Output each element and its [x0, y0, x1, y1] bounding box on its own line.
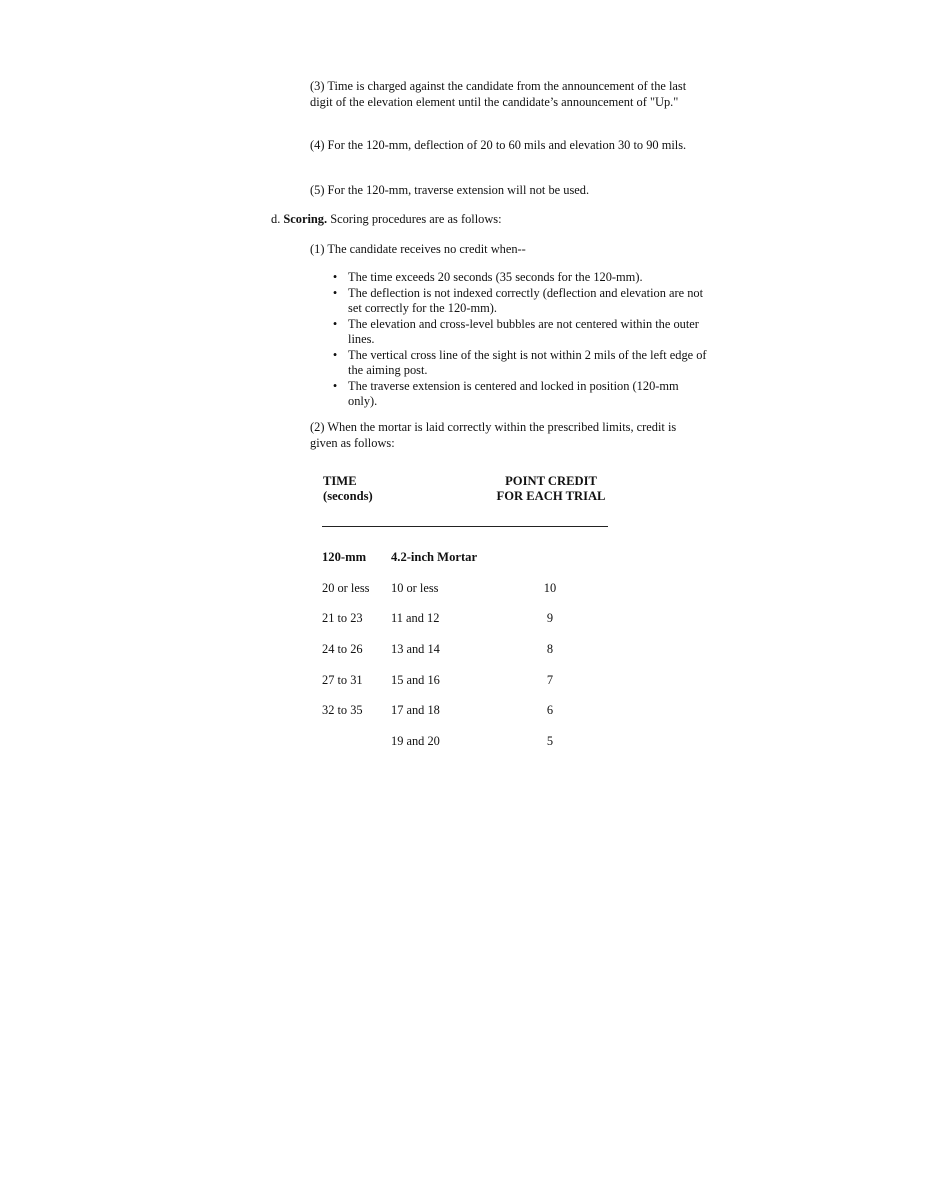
section-d-scoring — [271, 212, 502, 228]
table-row — [0, 642, 926, 658]
header-credit-line2: FOR EACH TRIAL — [496, 489, 606, 503]
list-item — [328, 379, 708, 410]
subheader-4-2-inch-mortar: 4.2-inch Mortar — [391, 550, 478, 564]
cell-credit: 7 — [546, 673, 554, 687]
criteria-1: (1) The candidate receives no credit when-- — [310, 242, 526, 256]
paragraph-4: (4) For the 120-mm, deflection of 20 to 60 mils and elevation 30 to 90 mils. — [310, 138, 687, 152]
header-credit-line1: POINT CREDIT — [505, 474, 597, 488]
criteria-2: (2) When the mortar is laid correctly within the prescribed limits, credit is given as follows: — [310, 420, 677, 450]
list-item — [328, 286, 708, 317]
section-d-prefix: d. — [271, 212, 284, 226]
header-time-line2: (seconds) — [323, 489, 373, 503]
header-time — [323, 474, 373, 504]
list-item-text: The vertical cross line of the sight is not within 2 mils of the left edge of the aiming post. — [348, 347, 707, 377]
cell-4-2-inch: 11 and 12 — [391, 611, 440, 625]
bullet-icon: • — [332, 347, 338, 362]
cell-4-2-inch: 13 and 14 — [391, 642, 440, 656]
cell-4-2-inch: 17 and 18 — [391, 703, 440, 717]
list-item-text: The elevation and cross-level bubbles are not centered within the outer lines. — [348, 316, 699, 346]
list-item-text: The time exceeds 20 seconds (35 seconds for the 120-mm). — [348, 270, 643, 284]
table-row — [0, 673, 926, 689]
table-divider — [322, 526, 608, 527]
cell-credit: 8 — [546, 642, 554, 656]
bullet-icon: • — [332, 378, 338, 393]
cell-4-2-inch: 10 or less — [391, 581, 439, 595]
cell-4-2-inch: 19 and 20 — [391, 734, 440, 748]
bullet-icon: • — [332, 316, 338, 331]
cell-credit: 6 — [546, 703, 554, 717]
cell-120mm: 24 to 26 — [322, 642, 363, 656]
list-item — [328, 317, 708, 348]
paragraph-5: (5) For the 120-mm, traverse extension will not be used. — [310, 183, 590, 197]
table-row — [0, 581, 926, 597]
cell-120mm: 32 to 35 — [322, 703, 363, 717]
cell-120mm: 21 to 23 — [322, 611, 363, 625]
cell-credit: 10 — [543, 581, 557, 595]
section-d-text: Scoring procedures are as follows: — [327, 212, 502, 226]
cell-120mm: 20 or less — [322, 581, 370, 595]
list-item-text: The traverse extension is centered and locked in position (120-mm only). — [348, 378, 679, 408]
cell-credit: 5 — [546, 734, 554, 748]
bullet-icon: • — [332, 270, 338, 284]
header-point-credit — [496, 474, 606, 504]
list-item — [328, 348, 708, 379]
section-d-heading: Scoring. — [283, 212, 328, 226]
cell-credit: 9 — [546, 611, 554, 625]
list-item — [328, 270, 708, 286]
bullet-icon: • — [332, 285, 338, 300]
table-row — [0, 703, 926, 719]
cell-4-2-inch: 15 and 16 — [391, 673, 440, 687]
table-row — [0, 734, 926, 750]
list-item-text: The deflection is not indexed correctly (deflection and elevation are not set correctly for the 120-mm). — [348, 285, 704, 315]
cell-120mm: 27 to 31 — [322, 673, 363, 687]
paragraph-3: (3) Time is charged against the candidate from the announcement of the last digit of the elevation element until the candidate’s announcement of "Up." — [310, 79, 687, 109]
table-row — [0, 611, 926, 627]
no-credit-list — [328, 270, 708, 410]
header-time-line1: TIME — [323, 474, 357, 488]
subheader-120mm: 120-mm — [322, 550, 367, 564]
